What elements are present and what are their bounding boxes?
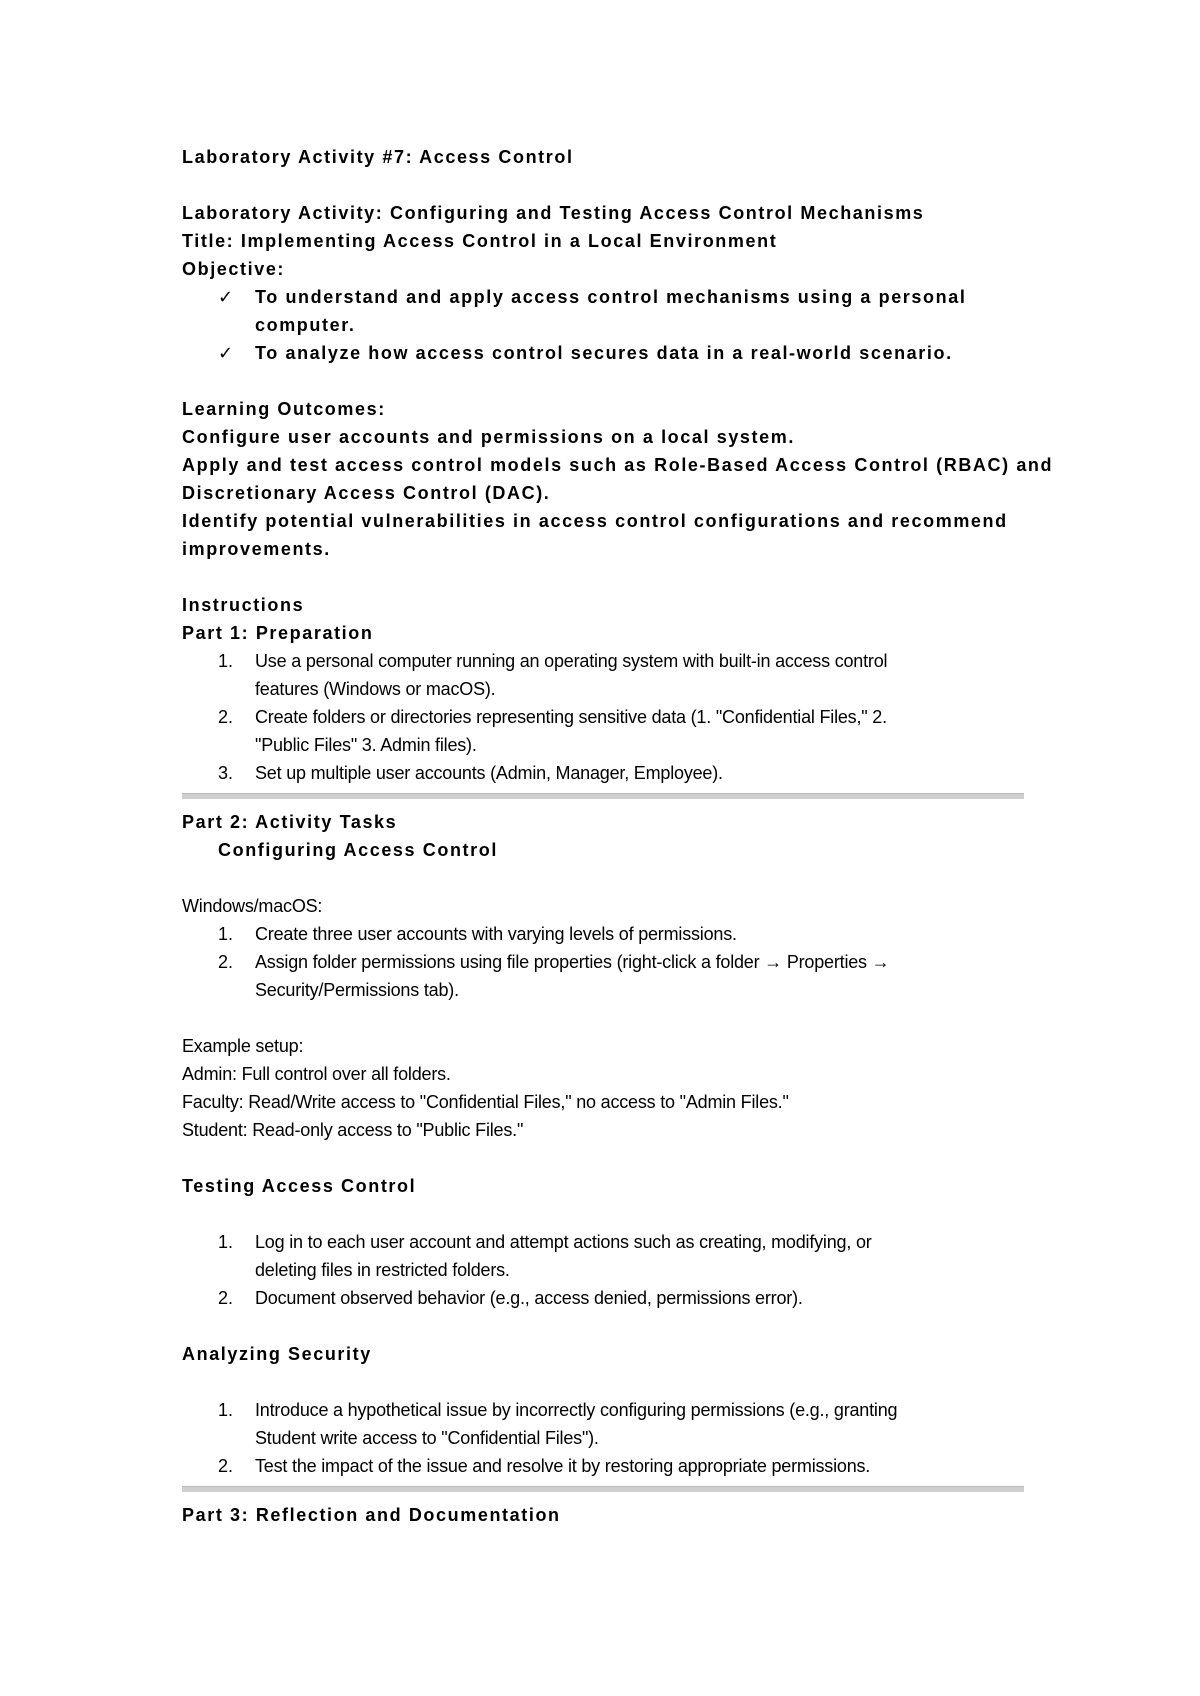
example-line: Admin: Full control over all folders. — [182, 1064, 451, 1084]
example-line: Faculty: Read/Write access to "Confidential Files," no access to "Admin Files." — [182, 1092, 789, 1112]
checkmark-icon: ✓ — [218, 343, 234, 363]
part2-heading: Part 2: Activity Tasks — [182, 812, 398, 832]
checkmark-icon: ✓ — [218, 287, 234, 307]
list-item-text: Create folders or directories representing sensitive data (1. "Confidential Files," 2. — [255, 707, 887, 727]
list-item-text: Log in to each user account and attempt actions such as creating, modifying, or — [255, 1232, 872, 1252]
list-item — [182, 759, 1022, 787]
list-item-text: Introduce a hypothetical issue by incorrectly configuring permissions (e.g., granting — [255, 1400, 898, 1420]
list-item-text: Create three user accounts with varying levels of permissions. — [255, 924, 737, 944]
list-item-text: Document observed behavior (e.g., access denied, permissions error). — [255, 1288, 803, 1308]
learning-outcomes-label: Learning Outcomes: — [182, 399, 386, 419]
list-number: 2. — [218, 1456, 234, 1476]
list-item — [182, 1396, 1022, 1424]
list-number: 1. — [218, 651, 234, 671]
list-item — [182, 948, 1022, 976]
objective-text: To understand and apply access control mechanisms using a personal — [255, 287, 967, 307]
list-item — [182, 1228, 1022, 1256]
list-item — [182, 703, 1022, 731]
objective-text-continued: computer. — [255, 315, 356, 335]
horizontal-divider — [182, 793, 1024, 799]
learning-outcome-line: improvements. — [182, 539, 331, 559]
list-number: 2. — [218, 707, 234, 727]
list-item — [182, 920, 1022, 948]
learning-outcome-line: Apply and test access control models such as Role-Based Access Control (RBAC) and — [182, 455, 1054, 475]
list-item-text-continued: features (Windows or macOS). — [255, 679, 496, 699]
list-item-text-continued: deleting files in restricted folders. — [255, 1260, 510, 1280]
list-number: 1. — [218, 1232, 234, 1252]
objective-text: To analyze how access control secures data in a real-world scenario. — [255, 343, 953, 363]
instructions-heading: Instructions — [182, 595, 305, 615]
list-item — [182, 647, 1022, 675]
list-number: 2. — [218, 1288, 234, 1308]
list-number: 1. — [218, 924, 234, 944]
example-line: Example setup: — [182, 1036, 304, 1056]
list-item-text-continued: "Public Files" 3. Admin files). — [255, 735, 477, 755]
document-title: Laboratory Activity #7: Access Control — [182, 147, 574, 167]
learning-outcome-line: Configure user accounts and permissions on a local system. — [182, 427, 795, 447]
activity-line: Laboratory Activity: Configuring and Testing Access Control Mechanisms — [182, 203, 925, 223]
learning-outcome-line: Discretionary Access Control (DAC). — [182, 483, 551, 503]
analyzing-heading: Analyzing Security — [182, 1344, 372, 1364]
part3-heading: Part 3: Reflection and Documentation — [182, 1505, 561, 1525]
list-item — [182, 1452, 1022, 1480]
objective-label: Objective: — [182, 259, 286, 279]
list-item-text: Use a personal computer running an operating system with built-in access control — [255, 651, 888, 671]
list-item-text: Assign folder permissions using file properties (right-click a folder → Properties → — [255, 952, 890, 972]
list-number: 3. — [218, 763, 234, 783]
horizontal-divider — [182, 1486, 1024, 1492]
list-item-text-continued: Student write access to "Confidential Files"). — [255, 1428, 599, 1448]
learning-outcome-line: Identify potential vulnerabilities in access control configurations and recommend — [182, 511, 1008, 531]
objective-item — [182, 283, 1022, 311]
document-page — [182, 143, 1054, 1529]
title-line: Title: Implementing Access Control in a Local Environment — [182, 231, 778, 251]
list-item — [182, 1284, 1022, 1312]
testing-heading: Testing Access Control — [182, 1176, 417, 1196]
list-number: 2. — [218, 952, 234, 972]
list-item-text: Set up multiple user accounts (Admin, Manager, Employee). — [255, 763, 723, 783]
objective-item — [182, 339, 1022, 367]
list-item-text: Test the impact of the issue and resolve it by restoring appropriate permissions. — [255, 1456, 871, 1476]
example-line: Student: Read-only access to "Public Files." — [182, 1120, 524, 1140]
part1-heading: Part 1: Preparation — [182, 623, 374, 643]
configuring-subheading: Configuring Access Control — [218, 840, 498, 860]
list-number: 1. — [218, 1400, 234, 1420]
windows-label: Windows/macOS: — [182, 896, 323, 916]
list-item-text-continued: Security/Permissions tab). — [255, 980, 459, 1000]
